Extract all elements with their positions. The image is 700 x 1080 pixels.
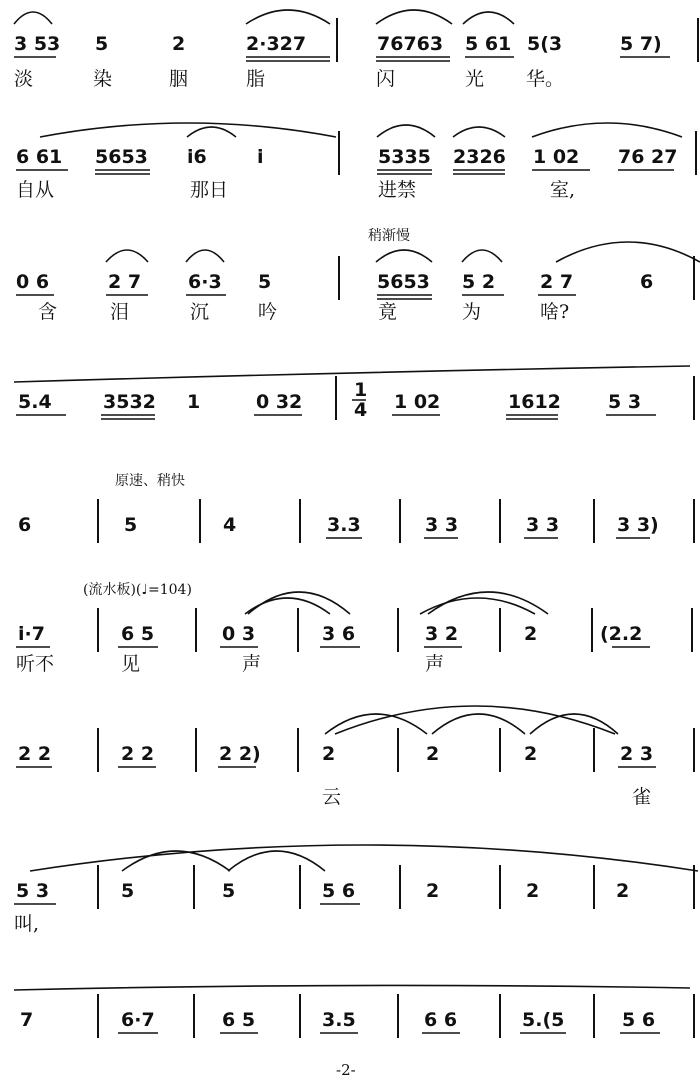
slur <box>325 714 427 734</box>
lyric: 听不 <box>16 653 55 675</box>
note-group: 2 2) <box>219 743 261 765</box>
note-group: 5(3 <box>527 33 563 55</box>
note-group: 0 6 <box>16 271 50 293</box>
note-group: 5653 <box>377 271 430 293</box>
slur <box>432 714 525 734</box>
note-group: 2 <box>172 33 186 55</box>
note-group: 5335 <box>378 146 431 168</box>
note-group: 5 3 <box>16 880 50 902</box>
note-group: 3.5 <box>322 1009 356 1031</box>
note-group: 2 <box>616 880 630 902</box>
note-group: 2 <box>426 880 440 902</box>
note-group: 2326 <box>453 146 506 168</box>
lyric: 声 <box>242 653 262 675</box>
note-group: 3 6 <box>322 623 356 645</box>
note-group: 6 5 <box>222 1009 256 1031</box>
lyric: 叫, <box>14 913 40 935</box>
note-group: 6 5 <box>121 623 155 645</box>
slur <box>186 250 224 262</box>
note-group: 5 6 <box>622 1009 656 1031</box>
note-group: 3532 <box>103 391 156 413</box>
note-group: i6 <box>187 146 207 168</box>
note-group: 6·3 <box>188 271 222 293</box>
note-group: i·7 <box>18 623 45 645</box>
lyric: 云 <box>322 786 342 808</box>
note-group: 3 3) <box>617 514 659 536</box>
note-group: 5 <box>222 880 236 902</box>
slur <box>14 12 52 24</box>
page-number: -2- <box>336 1061 356 1079</box>
slur <box>187 127 236 137</box>
lyric: 室, <box>550 179 576 201</box>
score-text <box>14 33 678 1079</box>
note-group: 1 02 <box>533 146 580 168</box>
note-group: (2.2 <box>600 623 643 645</box>
note-group: 2 <box>426 743 440 765</box>
slur <box>228 851 325 871</box>
note-group: 7 <box>20 1009 34 1031</box>
note-group: 5.4 <box>18 391 52 413</box>
slur <box>420 598 535 614</box>
note-group: 5653 <box>95 146 148 168</box>
note-group: 3 53 <box>14 33 61 55</box>
time-signature-bottom: 4 <box>354 399 368 421</box>
slur <box>530 714 618 734</box>
tempo-annotation: 原速、稍快 <box>115 473 185 489</box>
tempo-annotation: (流水板)(♩=104) <box>83 582 192 598</box>
note-group: 2 7 <box>108 271 142 293</box>
note-group: 2 <box>524 743 538 765</box>
note-group: 5 7) <box>620 33 662 55</box>
lyric: 闪 <box>376 68 396 90</box>
note-group: 2 2 <box>18 743 52 765</box>
note-group: 5 2 <box>462 271 496 293</box>
slur <box>453 127 505 137</box>
slur <box>532 123 682 137</box>
note-group: 2·327 <box>246 33 307 55</box>
slur <box>30 845 698 871</box>
note-group: 0 3 <box>222 623 256 645</box>
slur <box>246 10 330 24</box>
note-group: 5.(5 <box>522 1009 565 1031</box>
slur <box>335 706 615 734</box>
note-group: 5 <box>258 271 272 293</box>
note-group: 2 <box>322 743 336 765</box>
lyric: 脂 <box>246 68 266 90</box>
slur <box>40 123 336 137</box>
slur <box>463 12 514 24</box>
slur <box>106 250 148 262</box>
note-group: 3.3 <box>327 514 361 536</box>
lyric: 吟 <box>258 301 278 323</box>
lyric: 染 <box>93 68 113 90</box>
note-group: 6 <box>640 271 654 293</box>
note-group: 1612 <box>508 391 561 413</box>
lyric: 见 <box>121 653 141 675</box>
slur <box>376 10 452 24</box>
note-group: 6·7 <box>121 1009 155 1031</box>
note-group: 5 3 <box>608 391 642 413</box>
note-group: 2 <box>526 880 540 902</box>
lyric: 淡 <box>14 68 34 90</box>
slur <box>377 125 435 137</box>
lyric: 为 <box>462 301 482 323</box>
note-group: 2 7 <box>540 271 574 293</box>
note-group: 6 <box>18 514 32 536</box>
lyric: 胭 <box>169 68 189 90</box>
note-group: 4 <box>223 514 237 536</box>
note-group: 2 <box>524 623 538 645</box>
phrase-line <box>14 366 690 382</box>
phrase-line <box>14 985 690 990</box>
note-group: 1 02 <box>394 391 441 413</box>
note-group: 6 6 <box>424 1009 458 1031</box>
note-group: 3 3 <box>425 514 459 536</box>
lyric: 进禁 <box>378 179 417 201</box>
lyric: 光 <box>465 68 485 90</box>
note-group: 5 <box>95 33 109 55</box>
note-group: 6 61 <box>16 146 63 168</box>
note-group: 5 <box>121 880 135 902</box>
note-group: 5 6 <box>322 880 356 902</box>
lyric: 泪 <box>110 301 130 323</box>
note-group: 76763 <box>377 33 444 55</box>
note-group: 3 3 <box>526 514 560 536</box>
note-group: 2 3 <box>620 743 654 765</box>
slur <box>556 242 700 262</box>
note-group: 1 <box>187 391 201 413</box>
slur <box>462 250 502 262</box>
lyric: 声 <box>425 653 445 675</box>
note-group: 76 27 <box>618 146 678 168</box>
lyric: 那日 <box>190 179 229 201</box>
note-group: 2 2 <box>121 743 155 765</box>
lyric: 沉 <box>190 301 210 323</box>
tempo-annotation: 稍渐慢 <box>368 228 410 244</box>
lyric: 含 <box>38 301 58 323</box>
note-group: i <box>257 146 264 168</box>
note-group: 3 2 <box>425 623 459 645</box>
lyric: 雀 <box>632 786 652 808</box>
note-group: 5 <box>124 514 138 536</box>
lyric: 华。 <box>526 68 565 90</box>
time-signature-top: 1 <box>354 379 368 401</box>
lyric: 自从 <box>16 179 55 201</box>
note-group: 0 32 <box>256 391 303 413</box>
lyric: 啥? <box>540 301 570 323</box>
lyric: 竟 <box>378 301 398 323</box>
slur <box>376 250 432 262</box>
note-group: 5 61 <box>465 33 512 55</box>
